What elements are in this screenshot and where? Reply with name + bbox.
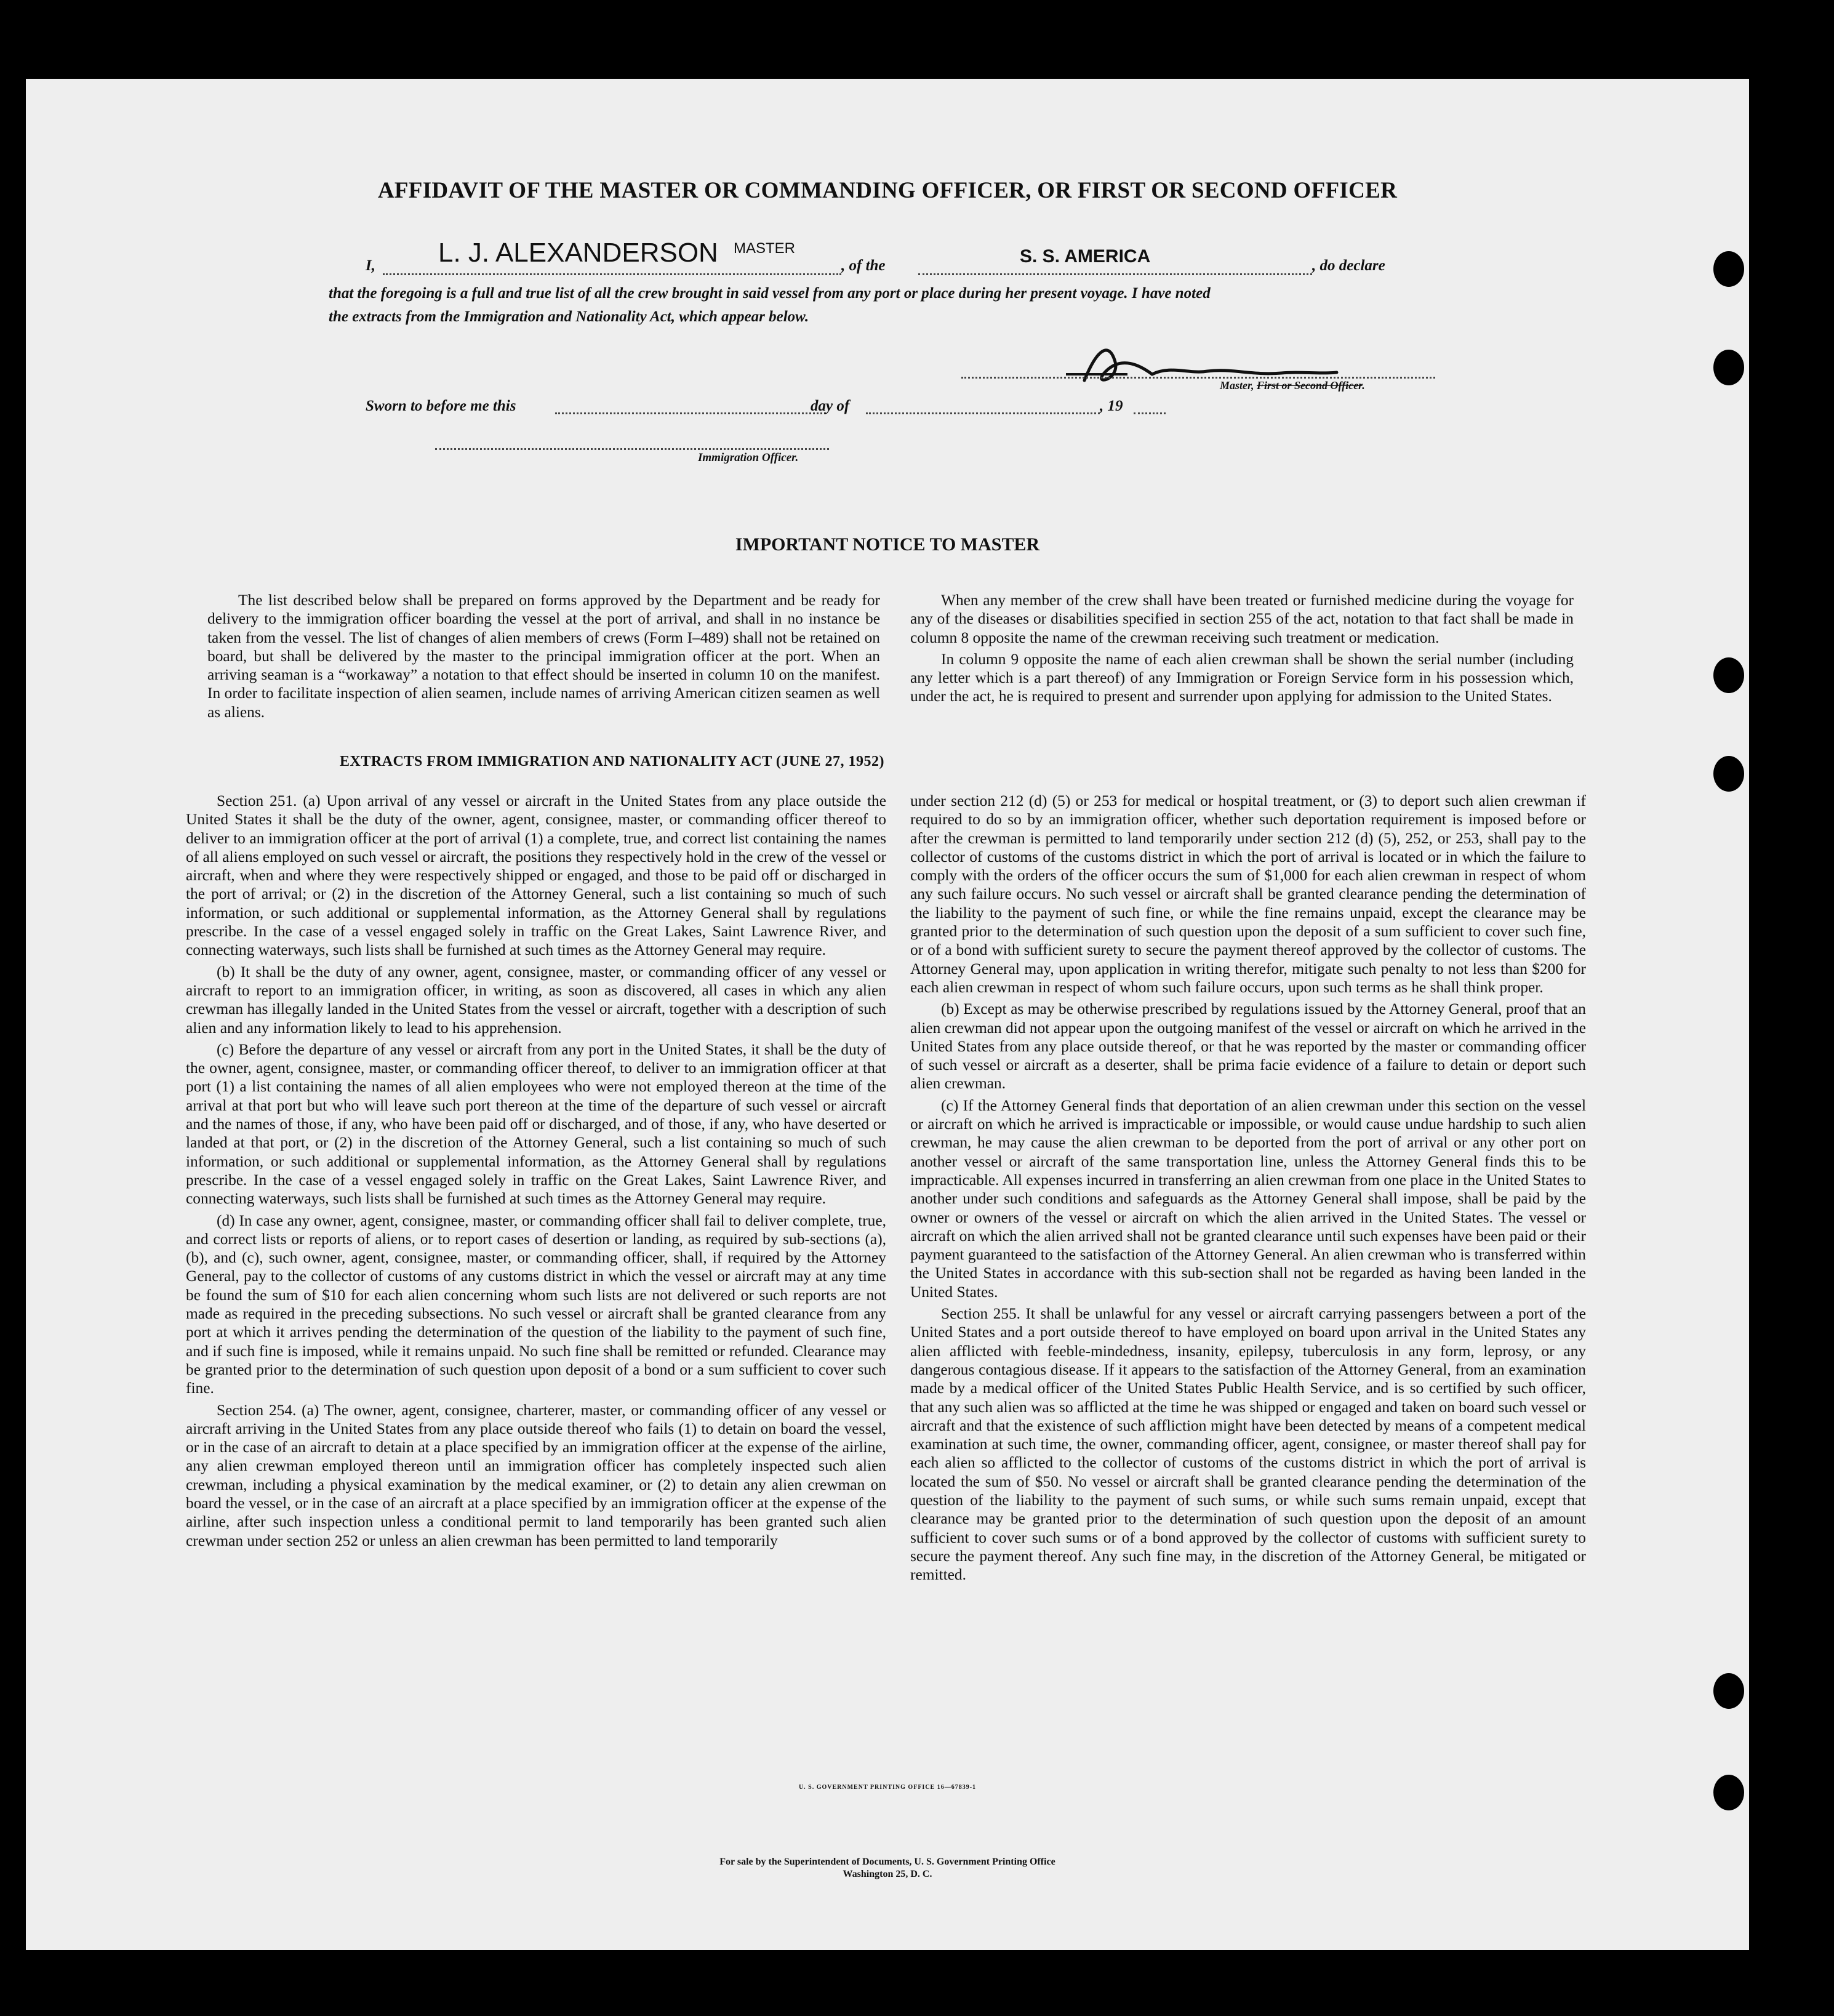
affidavit-title: AFFIDAVIT OF THE MASTER OR COMMANDING OFFICER, OR FIRST OR SECOND OFFICER — [377, 178, 1398, 203]
section-255: Section 255. It shall be unlawful for any vessel or aircraft carrying passengers between a port of the United States and a port outside thereof to have employed on board upon arrival in the United States any alien afflicted with feeble-mindedness, insanity, epilepsy, tuberculosis in any form, leprosy, or any dangerous contagious disease. If it appears to the satisfaction of the Attorney General, from an examination made by a medical officer of the United States Public Health Service, and is so certified by such officer, that any such alien was so afflicted at the time he was shipped or engaged and taken on board such vessel or aircraft and that the existence of such affliction might have been detected by means of a competent medical examination at such time, the owner, commanding officer, agent, consignee, or master thereof shall pay for each alien so afflicted to the collector of customs of the customs district in which the port of arrival is located the sum of $50. No vessel or aircraft shall be granted clearance pending the determination of the question of the liability to the payment of such sums, or while such sums remain unpaid, except that clearance may be granted prior to the determination of such question upon the deposit of an amount sufficient to cover such sums or of a bond approved by the collector of customs with sufficient surety to secure the payment thereof. Any such fine may, in the discretion of the Attorney General, be mitigated or remitted. — [910, 1305, 1586, 1584]
section-251-c: (c) Before the departure of any vessel or aircraft from any port in the United States, it shall be the duty of the owner, agent, consignee, master, or commanding officer thereof, to deliver to an immigration officer at that port (1) a list containing the names of all alien employees who were not employed thereon at the time of the arrival at that port but who will leave such port thereon at the time of the departure of such vessel or aircraft and the names of those, if any, who have been paid off or discharged, and of those, if any, who have deserted or landed at that port, or (2) in the discretion of the Attorney General, such a list containing so much of such information, or such additional or supplemental information, as the Attorney General shall by regulations prescribe. In the case of a vessel engaged solely in traffic on the Great Lakes, Saint Lawrence River, and connecting waterways, such lists shall be furnished at such times as the Attorney General may require. — [186, 1040, 886, 1208]
position-text: MASTER — [734, 240, 796, 257]
signature-caption — [1220, 379, 1365, 392]
caption-struck-officer: First or Second Officer — [1257, 379, 1363, 392]
day-of-label: day of — [811, 398, 850, 414]
notice-left-paragraph: The list described below shall be prepared on forms approved by the Department and be ready for delivery to the immigration officer boarding the vessel at the port of arrival, and shall in no instance be taken from the vessel. The list of changes of alien members of crews (Form I–489) shall not be retained on board, but shall be delivered by the master to the principal immigration officer at the port. When an arriving seaman is a “workaway” a notation to that effect should be inserted in column 10 on the manifest. In order to facilitate inspection of alien seamen, include names of arriving American citizen seamen as well as aliens. — [207, 592, 880, 721]
binder-hole — [1713, 1673, 1744, 1709]
year-line — [1134, 405, 1166, 414]
extracts-right-column — [910, 792, 1586, 1587]
section-254-c: (c) If the Attorney General finds that deportation of an alien crewman under this section on the vessel or aircraft on which he arrived is impracticable or impossible, or would cause undue hardship to such alien crewman, he may cause the alien crewman to be deported from the port of arrival or any other port on another vessel or aircraft of the same transportation line, unless the Attorney General finds this to be impracticable. All expenses incurred in transferring an alien crewman from one place in the United States to another under such conditions and safeguards as the Attorney General shall impose, shall be paid by the owner or owners of the vessel or aircraft on which the alien arrived in the United States. The vessel or aircraft on which the alien arrived shall not be granted clearance until such expenses have been paid or their payment guaranteed to the satisfaction of the Attorney General. An alien crewman who is transferred within the United States in accordance with this sub-section shall not be regarded as having been landed in the United States. — [910, 1096, 1586, 1301]
binder-hole — [1713, 1775, 1744, 1810]
notice-right-paragraph-2: In column 9 opposite the name of each alien crewman shall be shown the serial number (including any letter which is a part thereof) of any Immigration or Foreign Service form in his possession which, under the act, he is required to present and surrender upon applying for admission to the United States. — [910, 650, 1574, 705]
extracts-title: EXTRACTS FROM IMMIGRATION AND NATIONALITY ACT (JUNE 27, 1952) — [340, 753, 884, 769]
notice-right-paragraph-1: When any member of the crew shall have been treated or furnished medicine during the voyage for any of the diseases or disabilities specified in section 255 of the act, notation to that fact shall be made in column 8 opposite the name of the crewman receiving such treatment or medication. — [910, 592, 1574, 646]
gpo-imprint: U. S. GOVERNMENT PRINTING OFFICE 16—67839-1 — [798, 1784, 977, 1791]
do-declare-label: , do declare — [1312, 257, 1385, 274]
section-254-a-continued: under section 212 (d) (5) or 253 for medical or hospital treatment, or (3) to deport such alien crewman if required to do so by an immigration officer, whether such deportation requirement is imposed before or after the crewman is permitted to land temporarily under section 212 (d) (5), 252, or 253, shall pay to the collector of customs of the customs district in which the port of arrival is located or in which the failure to comply with the orders of the officer occurs the sum of $1,000 for each alien crewman in respect of whom any such failure occurs. No such vessel or aircraft shall be granted clearance pending the determination of the liability to the payment of such fine, or while the fine remains unpaid, except the clearance may be granted prior to the determination of such question upon the deposit of a sum sufficient to cover such fine, or of a bond with sufficient surety to secure the payment thereof approved by the collector of customs. The Attorney General may, upon application in writing therefor, mitigate such penalty to not less than $200 for each alien crewman in respect of whom such failure occurs, upon such terms as he shall think proper. — [910, 792, 1586, 996]
section-254-a: Section 254. (a) The owner, agent, consignee, charterer, master, or commanding officer of any vessel or aircraft arriving in the United States from any place outside thereof who fails (1) to detain on board the vessel, or in the case of an aircraft to detain at a place specified by an immigration officer at the expense of the airline, any alien crewman employed thereon until an immigration officer has completely inspected such alien crewman, including a physical examination by the medical examiner, or (2) to detain any alien crewman on board the vessel, or in the case of an aircraft at a place specified by an immigration officer at the expense of the airline, after such inspection unless a conditional permit to land temporarily has been granted such alien crewman under section 252 or unless an alien crewman has been permitted to land temporarily — [186, 1401, 886, 1549]
sale-line-2: Washington 25, D. C. — [843, 1869, 932, 1879]
binder-hole — [1713, 251, 1744, 287]
notice-left-column — [207, 591, 880, 725]
caption-end: . — [1362, 379, 1365, 392]
extracts-left-column — [186, 792, 886, 1553]
month-line — [866, 405, 1100, 414]
section-254-b: (b) Except as may be otherwise prescribed by regulations issued by the Attorney General, proof that an alien crewman did not appear upon the outgoing manifest of the vessel or aircraft on which he arrived in the United States from any place outside thereof, or that he was reported by the master or commanding officer of such vessel or aircraft as a deserter, shall be prima facie evidence of a failure to detain or deport such alien crewman. — [910, 1000, 1586, 1093]
caption-master: Master, — [1220, 379, 1254, 392]
of-the-label: , of the — [841, 257, 886, 274]
immigration-officer-label: Immigration Officer. — [698, 451, 799, 464]
section-251-d: (d) In case any owner, agent, consignee, master, or commanding officer shall fail to deliver complete, true, and correct lists or reports of aliens, or to report cases of desertion or landing, as required by sub-sections (a), (b), and (c), such owner, agent, consignee, master, or commanding officer, shall, if required by the Attorney General, pay to the collector of customs of any customs district in which the vessel or aircraft may at any time be found the sum of $10 for each alien concerning whom such lists are not delivered or such reports are not made as required in the preceding subsections. No such vessel or aircraft shall be granted clearance from any port at which it arrives pending the determination of the question of the liability to the payment of such fine, and if such fine is imposed, while it remains unpaid. No such fine shall be remitted or refunded. Clearance may be granted prior to the determination of such question upon deposit of a bond or a sum sufficient to cover such fine. — [186, 1211, 886, 1397]
notice-title: IMPORTANT NOTICE TO MASTER — [735, 534, 1040, 555]
master-name: L. J. ALEXANDERSON — [438, 238, 718, 268]
sale-notice — [26, 1856, 1749, 1881]
sworn-label: Sworn to before me this — [366, 398, 516, 414]
document-page — [26, 79, 1749, 1950]
declaration-line-1: that the foregoing is a full and true list of all the crew brought in said vessel from any port or place during her present voyage. I have noted — [329, 285, 1211, 302]
section-251-a: Section 251. (a) Upon arrival of any vessel or aircraft in the United States from any place outside the United States it shall be the duty of the owner, agent, consignee, master, or commanding officer thereof to deliver to an immigration officer at the port of arrival (1) a complete, true, and correct list containing the names of all aliens employed on such vessel or aircraft, the positions they respectively hold in the crew of the vessel or aircraft, when and where they were respectively shipped or engaged, and those to be paid off or discharged in the port of arrival; or (2) in the discretion of the Attorney General, such a list containing so much of such information, or such additional or supplemental information, as the Attorney General shall by regulations prescribe. In the case of a vessel engaged solely in traffic on the Great Lakes, Saint Lawrence River, and connecting waterways, such lists shall be furnished at such times as the Attorney General may require. — [186, 792, 886, 959]
notice-right-column — [910, 591, 1574, 709]
i-label: I, — [366, 257, 375, 274]
sale-line-1: For sale by the Superintendent of Documents, U. S. Government Printing Office — [719, 1857, 1055, 1867]
binder-hole — [1713, 350, 1744, 385]
immigration-officer-line — [435, 442, 829, 450]
binder-hole — [1713, 756, 1744, 792]
binder-hole — [1713, 657, 1744, 693]
signature-line — [961, 371, 1435, 379]
year-label: , 19 — [1100, 398, 1123, 414]
sworn-date-line — [555, 405, 826, 414]
vessel-name: S. S. AMERICA — [1020, 246, 1151, 267]
declaration-line-2: the extracts from the Immigration and Nationality Act, which appear below. — [329, 308, 809, 325]
section-251-b: (b) It shall be the duty of any owner, agent, consignee, master, or commanding officer of any vessel or aircraft to report to an immigration officer, in writing, as soon as discovered, all cases in which any alien crewman has illegally landed in the United States from the vessel or aircraft, together with a description of such alien and any information likely to lead to his apprehension. — [186, 963, 886, 1037]
